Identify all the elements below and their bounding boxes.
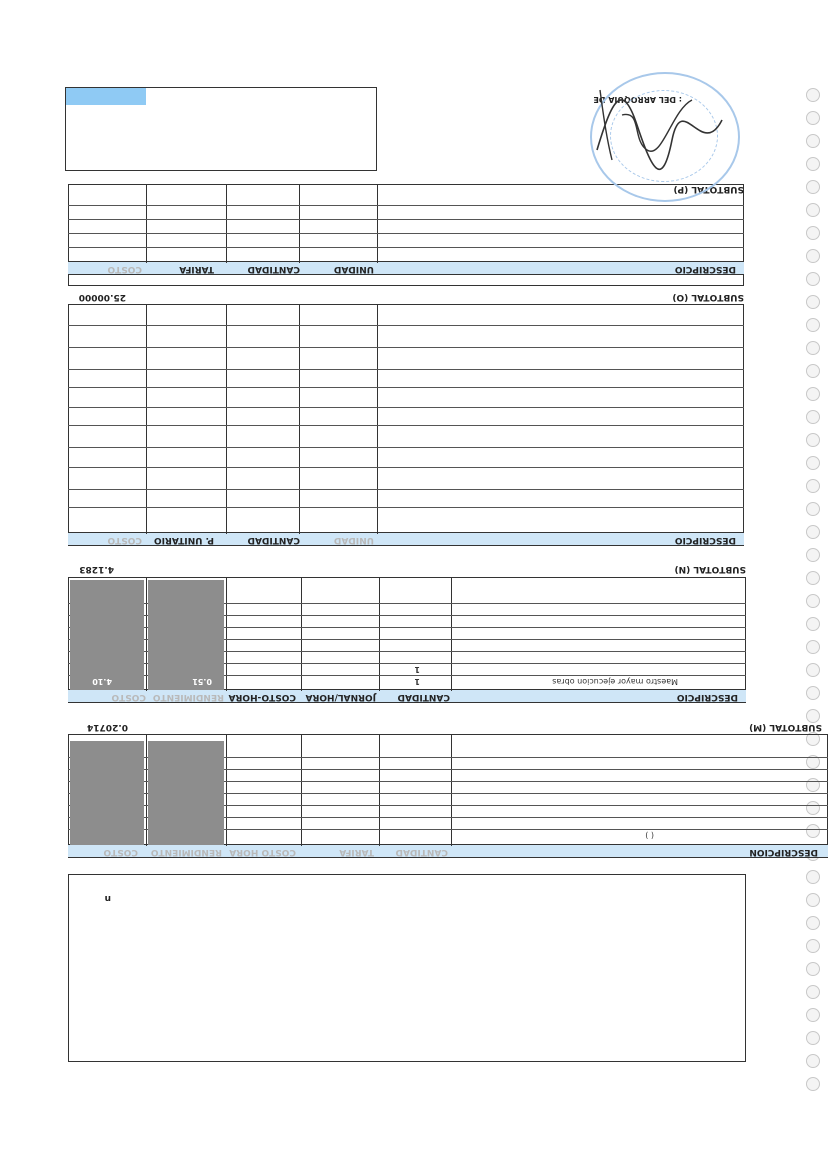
signature-line-text: : DEL ARROQUIA DE <box>593 95 682 104</box>
redaction-block <box>148 580 224 690</box>
section-n-row2-cantidad: 1 <box>414 665 420 674</box>
section-m-header: COSTO RENDIMIENTO COSTO HORA TARIFA CANTIDAD DESCRIPCION <box>68 844 828 858</box>
section-m-row-description: ( ) <box>645 831 654 840</box>
section-o-subtotal-label: SUBTOTAL (O) <box>672 292 744 302</box>
section-n-header: COSTO RENDIMIENTO COSTO-HORA JORNAL/HORA CANTIDAD DESCRIPCIO <box>68 689 746 703</box>
section-m-subtotal-value: 0.20714 <box>87 722 128 732</box>
info-box-highlight <box>66 88 146 105</box>
redaction-block <box>148 741 224 845</box>
redaction-block <box>70 741 144 845</box>
section-n-value-1: 0.51 <box>192 677 212 686</box>
section-o-header: COSTO P. UNITARIO CANTIDAD UNIDAD DESCRIPCIO <box>68 532 744 546</box>
section-n-subtotal-label: SUBTOTAL (N) <box>674 564 746 574</box>
section-n-subtotal-value: 4.1283 <box>79 564 114 574</box>
section-o-subtotal-value: 25.00000 <box>78 292 126 302</box>
footer-mark: n <box>104 893 111 903</box>
section-n-value-0: 4.10 <box>92 677 112 686</box>
section-n-row-description: Maestro mayor ejecucion obras <box>552 677 678 686</box>
redaction-block <box>70 580 144 690</box>
section-m-subtotal-label: SUBTOTAL (M) <box>749 722 822 732</box>
section-p-subtotal-label: SUBTOTAL (P) <box>673 184 744 194</box>
notes-box <box>68 874 746 1062</box>
section-p-header: COSTO TARIFA CANTIDAD UNIDAD DESCRIPCIO <box>68 261 744 275</box>
section-n-row-cantidad: 1 <box>414 677 420 686</box>
signature-icon <box>582 80 732 180</box>
